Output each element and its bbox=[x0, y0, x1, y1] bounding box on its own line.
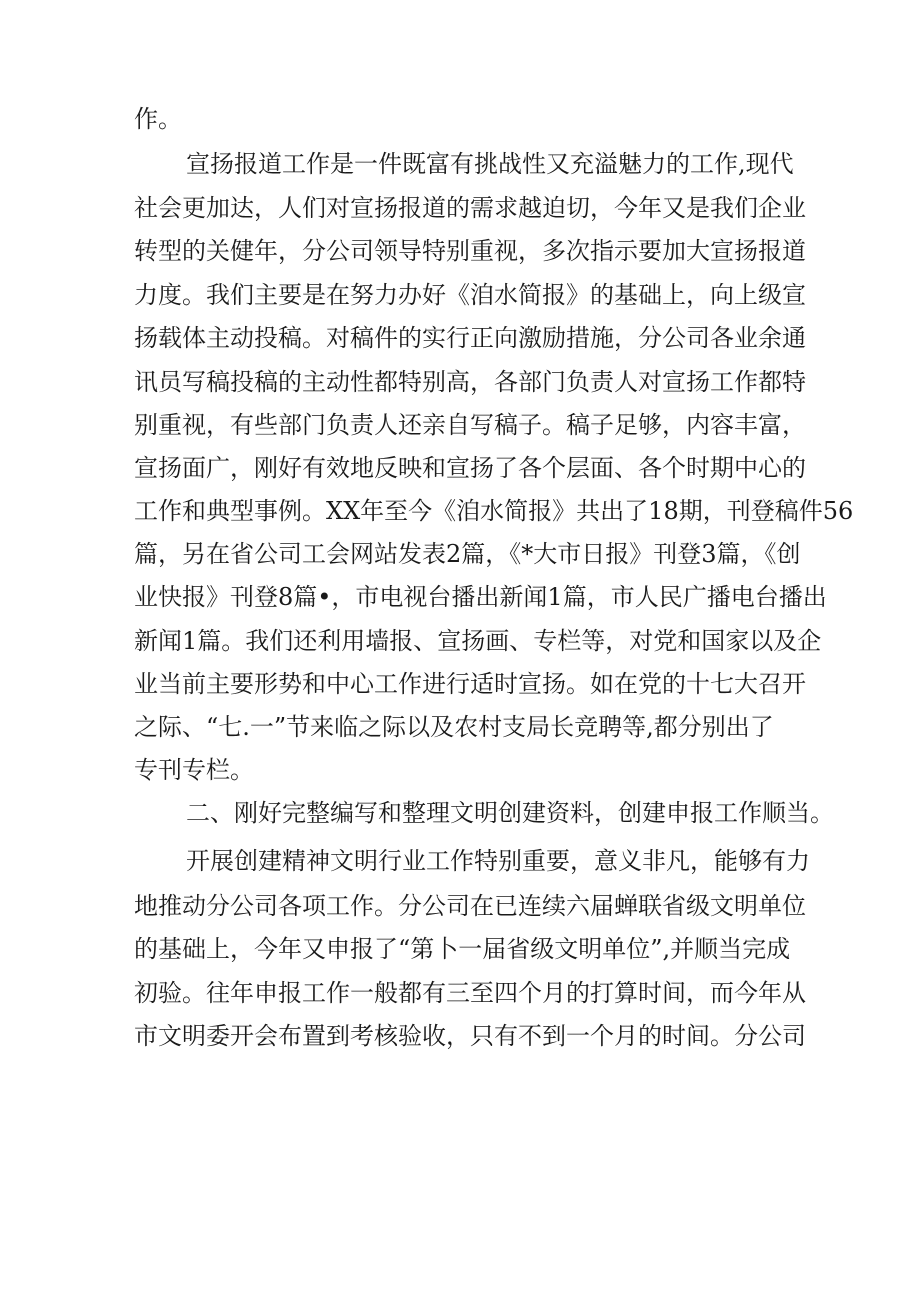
text-line: 地推动分公司各项工作。分公司在已连续六届蝉联省级文明单位 bbox=[134, 892, 806, 920]
text-line: 宣扬面广，刚好有效地反映和宣扬了各个层面、各个时期中心的 bbox=[134, 454, 806, 482]
text-line: 力度。我们主要是在努力办好《洎水简报》的基础上，向上级宣 bbox=[134, 281, 806, 309]
text-line: 工作和典型事例。XX年至今《洎水简报》共出了18期，刊登稿件56 bbox=[134, 497, 854, 525]
text-line: 作。 bbox=[134, 105, 182, 133]
paragraph-first-line: 开展创建精神文明行业工作特别重要，意义非凡，能够有力 bbox=[186, 847, 810, 875]
text-line: 扬载体主动投稿。对稿件的实行正向激励措施，分公司各业余通 bbox=[134, 324, 806, 352]
text-line: 初验。往年申报工作一般都有三至四个月的打算时间，而今年从 bbox=[134, 979, 806, 1007]
text-line: 专刊专栏。 bbox=[134, 756, 254, 784]
text-line: 别重视，有些部门负责人还亲自写稿子。稿子足够，内容丰富， bbox=[134, 411, 806, 439]
text-line: 业快报》刊登8篇•，市电视台播出新闻1篇，市人民广播电台播出 bbox=[134, 583, 827, 611]
text-line: 讯员写稿投稿的主动性都特别高，各部门负责人对宣扬工作都特 bbox=[134, 368, 806, 396]
text-line: 的基础上，今年又申报了“第卜一届省级文明单位”,并顺当完成 bbox=[134, 935, 791, 963]
section-heading: 二、刚好完整编写和整理文明创建资料，创建申报工作顺当。 bbox=[186, 799, 834, 827]
paragraph-first-line: 宣扬报道工作是一件既富有挑战性又充溢魅力的工作,现代 bbox=[186, 150, 794, 178]
text-line: 社会更加达，人们对宣扬报道的需求越迫切，今年又是我们企业 bbox=[134, 194, 806, 222]
text-line: 业当前主要形势和中心工作进行适时宣扬。如在党的十七大召开 bbox=[134, 670, 806, 698]
text-line: 篇，另在省公司工会网站发表2篇，《*大市日报》刊登3篇，《创 bbox=[134, 540, 801, 568]
text-line: 转型的关健年，分公司领导特别重视，多次指示要加大宣扬报道 bbox=[134, 237, 806, 265]
text-line: 新闻1篇。我们还利用墙报、宣扬画、专栏等，对党和国家以及企 bbox=[134, 627, 822, 655]
text-line: 市文明委开会布置到考核验收，只有不到一个月的时间。分公司 bbox=[134, 1022, 806, 1050]
text-line: 之际、“七.一”节来临之际以及农村支局长竞聘等,都分别出了 bbox=[134, 713, 774, 741]
